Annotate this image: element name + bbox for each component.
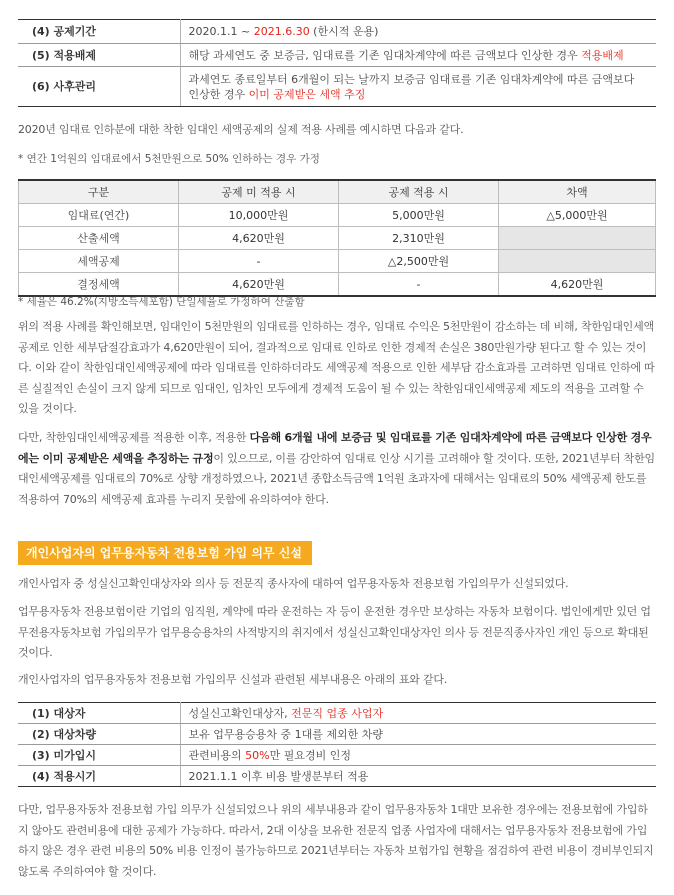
table-cell: 2,310만원 (339, 227, 499, 250)
table-cell-empty (499, 227, 656, 250)
table-row (18, 766, 656, 787)
assumption-note: * 연간 1억원의 임대료에서 5천만원으로 50% 인하하는 경우 가정 (18, 153, 320, 165)
paragraph-conclusion: 다만, 업무용자동차 전용보험 가입 의무가 신설되었으나 위의 세부내용과 같이 업무용자동차 1대만 보유한 경우에는 전용보험에 가입하지 않아도 관련비용에 대한 공제가 가능하다. 따라서, 2대 이상을 보유한 전문직 업종 사업자에 대해서는 업무용자동차 전용보험에 가입하지 않은 경우 관련 비용의 50% 비용 인정이 불가능하므로 2021년부터는 자동차 보험가입 현황을 점검하여 관련 비용이 경비부인되지 않도록 주의하여야 할 것이다. (18, 803, 654, 878)
row-key: (6) 사후관리 (18, 67, 180, 107)
row-value: 2021.1.1 이후 비용 발생분부터 적용 (180, 766, 656, 787)
row-value: 보유 업무용승용차 중 1대를 제외한 차량 (180, 724, 656, 745)
table-cell: △5,000만원 (499, 204, 656, 227)
table-cell: △2,500만원 (339, 250, 499, 273)
row-key: (4) 공제기간 (18, 20, 180, 44)
row-key: (3) 미가입시 (18, 745, 180, 766)
paragraph-table-intro: 개인사업자의 업무용자동차 전용보험 가입의무 신설과 관련된 세부내용은 아래의 표와 같다. (18, 673, 448, 686)
table-row (18, 745, 656, 766)
row-label: 세액공제 (19, 250, 179, 273)
row-key: (2) 대상차량 (18, 724, 180, 745)
row-value: 관련비용의 50%만 필요경비 인정 (180, 745, 656, 766)
row-value: 과세연도 종료일부터 6개월이 되는 날까지 보증금 임대료를 기존 임대차계약에 따른 금액보다 인상한 경우 이미 공제받은 세액 추징 (180, 67, 656, 107)
table-row (18, 724, 656, 745)
row-key: (5) 적용배제 (18, 44, 180, 67)
row-value: 2020.1.1 ~ 2021.6.30 (한시적 운용) (180, 20, 656, 44)
row-label: 임대료(연간) (19, 204, 179, 227)
table-cell: - (339, 273, 499, 297)
column-header: 공제 미 적용 시 (179, 180, 339, 204)
paragraph-case-analysis: 위의 적용 사례를 확인해보면, 임대인이 5천만원의 임대료를 인하하는 경우, 임대료 수익은 5천만원이 감소하는 데 비해, 착한임대인세액공제로 인한 세부담절감효과가 4,620만원이 되어, 결과적으로 임대료 인하로 인한 경제적 손실은 380만원가량 된다고 할 수 있는 것이다. 이와 같이 착한임대인세액공제에 따라 임대료를 인하하더라도 세액공제 적용으로 인한 세부담 감소효과를 고려하면 임대료 인하에 따른 실질적인 손실이 크지 않게 되므로 임대인, 임차인 모두에게 경제적 도움이 될 수 있는 착한임대인세액공제 제도의 적용을 고려할 수 있을 것이다. (18, 320, 655, 415)
table-header-row (19, 180, 656, 204)
column-header: 차액 (499, 180, 656, 204)
section-title: 개인사업자의 업무용자동차 전용보험 가입 의무 신설 (18, 541, 312, 565)
intro-text: 2020년 임대료 인하분에 대한 착한 임대인 세액공제의 실제 적용 사례를 예시하면 다음과 같다. (18, 123, 464, 136)
tax-rate-note: * 세율은 46.2%(지방소득세포함) 단일세율로 가정하여 산출함 (18, 296, 305, 308)
table-cell: 10,000만원 (179, 204, 339, 227)
column-header: 구분 (19, 180, 179, 204)
table-cell-empty (499, 250, 656, 273)
table-cell: 4,620만원 (179, 273, 339, 297)
row-key: (1) 대상자 (18, 703, 180, 724)
table-row (19, 227, 656, 250)
comparison-table (18, 179, 656, 297)
paragraph-insurance-intro: 개인사업자 중 성실신고확인대상자와 의사 등 전문직 종사자에 대하여 업무용자동차 전용보험 가입의무가 신설되었다. (18, 577, 569, 590)
table-row (18, 20, 656, 44)
insurance-detail-table (18, 702, 656, 787)
paragraph-caution: 다만, 착한임대인세액공제를 적용한 이후, 적용한 다음해 6개월 내에 보증금 및 임대료를 기존 임대차계약에 따른 금액보다 인상한 경우에는 이미 공제받은 세액을 추징하는 규정이 있으므로, 이를 감안하여 임대료 인상 시기를 고려해야 할 것이다. 또한, 2021년부터 착한임대인세액공제를 임대료의 70%로 상향 개정하였으나, 2021년 종합소득금액 1억원 초과자에 대해서는 임대료의 50% 세액공제 한도를 적용하여 70%의 세액공제 효과를 누리지 못함에 유의하여야 한다. (18, 431, 655, 506)
row-label: 결정세액 (19, 273, 179, 297)
table-row (18, 703, 656, 724)
table-cell: 4,620만원 (179, 227, 339, 250)
table-cell: - (179, 250, 339, 273)
row-label: 산출세액 (19, 227, 179, 250)
row-value: 해당 과세연도 중 보증금, 임대료를 기존 임대차계약에 따른 금액보다 인상한 경우 적용배제 (180, 44, 656, 67)
table-row (19, 250, 656, 273)
column-header: 공제 적용 시 (339, 180, 499, 204)
top-detail-table (18, 19, 656, 107)
table-cell: 4,620만원 (499, 273, 656, 297)
paragraph-insurance-definition: 업무용자동차 전용보험이란 기업의 임직원, 계약에 따라 운전하는 자 등이 운전한 경우만 보상하는 자동차 보험이다. 법인에게만 있던 업무전용자동차보험 가입의무가 업무용승용차의 사적방지의 취지에서 성실신고확인대상자인 의사 등 전문직종사자인 개인 등으로 확대된 것이다. (18, 605, 651, 659)
table-row (18, 44, 656, 67)
table-row (18, 67, 656, 107)
table-row (19, 204, 656, 227)
row-value: 성실신고확인대상자, 전문직 업종 사업자 (180, 703, 656, 724)
row-key: (4) 적용시기 (18, 766, 180, 787)
table-cell: 5,000만원 (339, 204, 499, 227)
table-row (19, 273, 656, 297)
